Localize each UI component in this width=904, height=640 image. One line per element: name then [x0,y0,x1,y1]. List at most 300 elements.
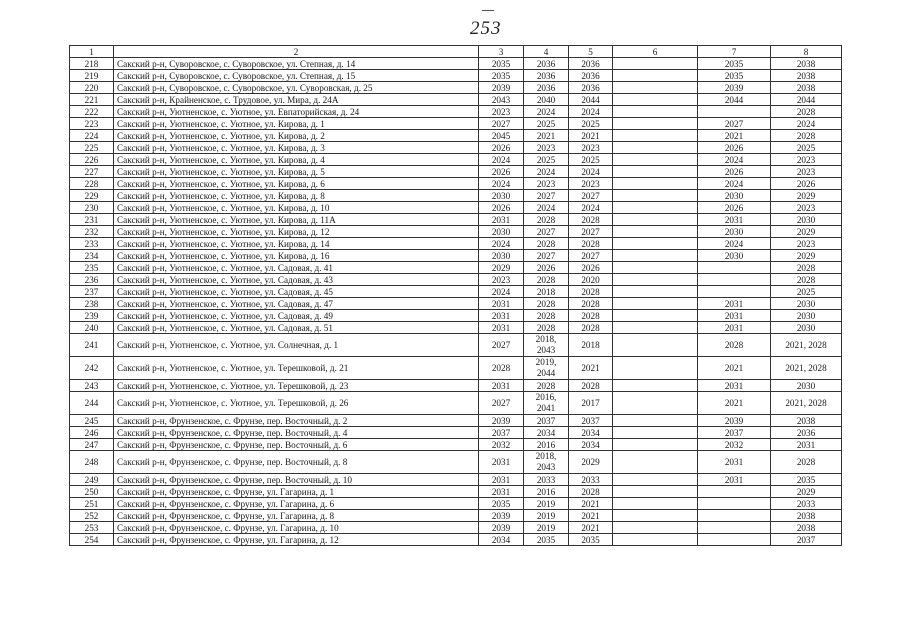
address-cell: Сакский р-н, Уютненское, с. Уютное, ул. Кирова, д. 2 [114,130,479,142]
col6-cell [613,238,698,250]
address-cell: Сакский р-н, Уютненское, с. Уютное, ул. Кирова, д. 8 [114,190,479,202]
col5-cell: 2034 [569,439,613,451]
col4-cell: 2028 [524,310,569,322]
row-number-cell: 242 [70,357,114,380]
col5-cell: 2018 [569,334,613,357]
col6-cell [613,322,698,334]
col8-cell: 2025 [771,286,842,298]
table-row [70,334,842,357]
row-number-cell: 238 [70,298,114,310]
col5-cell: 2027 [569,250,613,262]
page-number: 253 [470,18,502,39]
header-cell: 7 [698,46,771,58]
col8-cell: 2035 [771,474,842,486]
col8-cell: 2038 [771,82,842,94]
address-cell: Сакский р-н, Уютненское, с. Уютное, ул. Кирова, д. 12 [114,226,479,238]
col8-cell: 2028 [771,451,842,474]
col5-cell: 2035 [569,534,613,546]
col6-cell [613,357,698,380]
col5-cell: 2021 [569,522,613,534]
col5-cell: 2026 [569,262,613,274]
address-cell: Сакский р-н, Фрунзенское, с. Фрунзе, ул. Гагарина, д. 1 [114,486,479,498]
col7-cell: 2030 [698,226,771,238]
col8-cell: 2023 [771,154,842,166]
col8-cell: 2036 [771,427,842,439]
col4-cell: 2018, 2043 [524,334,569,357]
col3-cell: 2029 [479,262,524,274]
col7-cell: 2031 [698,451,771,474]
address-cell: Сакский р-н, Уютненское, с. Уютное, ул. Садовая, д. 45 [114,286,479,298]
col6-cell [613,166,698,178]
table-row [70,380,842,392]
col3-cell: 2031 [479,380,524,392]
col7-cell: 2031 [698,214,771,226]
col8-cell: 2023 [771,202,842,214]
col6-cell [613,474,698,486]
table-row [70,142,842,154]
col6-cell [613,298,698,310]
address-cell: Сакский р-н, Крайненское, с. Трудовое, ул. Мира, д. 24А [114,94,479,106]
col8-cell: 2030 [771,298,842,310]
col3-cell: 2035 [479,70,524,82]
col4-cell: 2027 [524,226,569,238]
col6-cell [613,70,698,82]
col6-cell [613,310,698,322]
col3-cell: 2039 [479,415,524,427]
address-cell: Сакский р-н, Фрунзенское, с. Фрунзе, ул. Гагарина, д. 8 [114,510,479,522]
col8-cell: 2030 [771,214,842,226]
col5-cell: 2034 [569,427,613,439]
header-cell: 4 [524,46,569,58]
col6-cell [613,226,698,238]
col3-cell: 2030 [479,190,524,202]
table-row [70,70,842,82]
col6-cell [613,94,698,106]
address-cell: Сакский р-н, Уютненское, с. Уютное, ул. Терешковой, д. 21 [114,357,479,380]
table-row [70,94,842,106]
row-number-cell: 246 [70,427,114,439]
col3-cell: 2032 [479,439,524,451]
address-cell: Сакский р-н, Уютненское, с. Уютное, ул. Кирова, д. 6 [114,178,479,190]
row-number-cell: 250 [70,486,114,498]
table-row [70,214,842,226]
address-cell: Сакский р-н, Уютненское, с. Уютное, ул. Садовая, д. 43 [114,274,479,286]
row-number-cell: 254 [70,534,114,546]
col5-cell: 2044 [569,94,613,106]
row-number-cell: 236 [70,274,114,286]
col6-cell [613,214,698,226]
table-row [70,439,842,451]
col6-cell [613,250,698,262]
col3-cell: 2026 [479,142,524,154]
table-row [70,82,842,94]
col4-cell: 2024 [524,106,569,118]
col5-cell: 2036 [569,82,613,94]
col7-cell: 2031 [698,298,771,310]
col5-cell: 2021 [569,498,613,510]
table-row [70,58,842,70]
row-number-cell: 251 [70,498,114,510]
col7-cell: 2039 [698,82,771,94]
col6-cell [613,190,698,202]
col3-cell: 2037 [479,427,524,439]
col7-cell: 2039 [698,415,771,427]
data-table [69,45,842,546]
col5-cell: 2025 [569,154,613,166]
col8-cell: 2033 [771,498,842,510]
table-row [70,202,842,214]
col5-cell: 2028 [569,214,613,226]
col7-cell [698,486,771,498]
col7-cell [698,534,771,546]
col4-cell: 2026 [524,262,569,274]
col6-cell [613,486,698,498]
col7-cell: 2032 [698,439,771,451]
col5-cell: 2021 [569,130,613,142]
address-cell: Сакский р-н, Уютненское, с. Уютное, ул. Солнечная, д. 1 [114,334,479,357]
col7-cell: 2021 [698,130,771,142]
col6-cell [613,439,698,451]
col4-cell: 2019 [524,510,569,522]
col3-cell: 2024 [479,154,524,166]
row-number-cell: 220 [70,82,114,94]
table-row [70,154,842,166]
col5-cell: 2028 [569,380,613,392]
col8-cell: 2031 [771,439,842,451]
address-cell: Сакский р-н, Уютненское, с. Уютное, ул. Садовая, д. 49 [114,310,479,322]
col4-cell: 2016 [524,486,569,498]
col4-cell: 2040 [524,94,569,106]
col6-cell [613,274,698,286]
address-cell: Сакский р-н, Уютненское, с. Уютное, ул. Кирова, д. 11А [114,214,479,226]
table-row [70,451,842,474]
col6-cell [613,118,698,130]
col4-cell: 2033 [524,474,569,486]
row-number-cell: 221 [70,94,114,106]
col7-cell [698,262,771,274]
col4-cell: 2036 [524,82,569,94]
col4-cell: 2028 [524,238,569,250]
col3-cell: 2024 [479,286,524,298]
address-cell: Сакский р-н, Уютненское, с. Уютное, ул. Кирова, д. 14 [114,238,479,250]
row-number-cell: 234 [70,250,114,262]
col4-cell: 2035 [524,534,569,546]
col7-cell: 2031 [698,474,771,486]
table-row [70,415,842,427]
row-number-cell: 222 [70,106,114,118]
table-row [70,286,842,298]
col7-cell: 2035 [698,70,771,82]
col7-cell: 2044 [698,94,771,106]
col3-cell: 2031 [479,486,524,498]
col6-cell [613,130,698,142]
col7-cell: 2031 [698,322,771,334]
header-cell: 1 [70,46,114,58]
address-cell: Сакский р-н, Уютненское, с. Уютное, ул. Кирова, д. 4 [114,154,479,166]
col3-cell: 2031 [479,214,524,226]
col3-cell: 2026 [479,202,524,214]
col4-cell: 2037 [524,415,569,427]
col8-cell: 2028 [771,262,842,274]
col8-cell: 2029 [771,250,842,262]
address-cell: Сакский р-н, Суворовское, с. Суворовское, ул. Суворовская, д. 25 [114,82,479,94]
row-number-cell: 225 [70,142,114,154]
col8-cell: 2025 [771,142,842,154]
col4-cell: 2027 [524,190,569,202]
col5-cell: 2028 [569,298,613,310]
col4-cell: 2024 [524,166,569,178]
col6-cell [613,415,698,427]
address-cell: Сакский р-н, Уютненское, с. Уютное, ул. Кирова, д. 10 [114,202,479,214]
col4-cell: 2028 [524,380,569,392]
row-number-cell: 235 [70,262,114,274]
col8-cell: 2038 [771,510,842,522]
col3-cell: 2031 [479,474,524,486]
col3-cell: 2034 [479,534,524,546]
col4-cell: 2028 [524,214,569,226]
col5-cell: 2027 [569,190,613,202]
col6-cell [613,334,698,357]
col5-cell: 2023 [569,142,613,154]
row-number-cell: 233 [70,238,114,250]
col4-cell: 2025 [524,154,569,166]
address-cell: Сакский р-н, Фрунзенское, с. Фрунзе, пер. Восточный, д. 4 [114,427,479,439]
col7-cell: 2031 [698,380,771,392]
col4-cell: 2019 [524,498,569,510]
col7-cell: 2030 [698,190,771,202]
col8-cell: 2029 [771,226,842,238]
header-row [70,46,842,58]
col6-cell [613,58,698,70]
col3-cell: 2045 [479,130,524,142]
table-row [70,250,842,262]
address-cell: Сакский р-н, Уютненское, с. Уютное, ул. Терешковой, д. 23 [114,380,479,392]
col5-cell: 2017 [569,392,613,415]
col8-cell: 2038 [771,58,842,70]
col7-cell [698,286,771,298]
col4-cell: 2036 [524,58,569,70]
col6-cell [613,82,698,94]
header-cell: 6 [613,46,698,58]
col5-cell: 2028 [569,310,613,322]
address-cell: Сакский р-н, Уютненское, с. Уютное, ул. Кирова, д. 16 [114,250,479,262]
col3-cell: 2030 [479,226,524,238]
row-number-cell: 231 [70,214,114,226]
col4-cell: 2024 [524,202,569,214]
row-number-cell: 248 [70,451,114,474]
col6-cell [613,106,698,118]
col3-cell: 2031 [479,298,524,310]
col5-cell: 2028 [569,486,613,498]
col5-cell: 2028 [569,286,613,298]
col8-cell: 2023 [771,166,842,178]
row-number-cell: 227 [70,166,114,178]
table-row [70,262,842,274]
col5-cell: 2028 [569,322,613,334]
col3-cell: 2039 [479,510,524,522]
col4-cell: 2023 [524,142,569,154]
col6-cell [613,286,698,298]
address-cell: Сакский р-н, Фрунзенское, с. Фрунзе, пер. Восточный, д. 2 [114,415,479,427]
row-number-cell: 228 [70,178,114,190]
col5-cell: 2023 [569,178,613,190]
col7-cell [698,522,771,534]
col3-cell: 2023 [479,106,524,118]
address-cell: Сакский р-н, Фрунзенское, с. Фрунзе, пер. Восточный, д. 6 [114,439,479,451]
row-number-cell: 243 [70,380,114,392]
col7-cell [698,106,771,118]
row-number-cell: 224 [70,130,114,142]
address-cell: Сакский р-н, Уютненское, с. Уютное, ул. Садовая, д. 41 [114,262,479,274]
col8-cell: 2028 [771,274,842,286]
col7-cell: 2026 [698,202,771,214]
address-cell: Сакский р-н, Суворовское, с. Суворовское, ул. Степная, д. 14 [114,58,479,70]
col6-cell [613,202,698,214]
col8-cell: 2029 [771,190,842,202]
col5-cell: 2036 [569,70,613,82]
col3-cell: 2035 [479,498,524,510]
col4-cell: 2018, 2043 [524,451,569,474]
col5-cell: 2024 [569,106,613,118]
col6-cell [613,451,698,474]
col4-cell: 2028 [524,298,569,310]
row-number-cell: 219 [70,70,114,82]
col6-cell [613,178,698,190]
table-row [70,486,842,498]
row-number-cell: 249 [70,474,114,486]
col7-cell [698,510,771,522]
col4-cell: 2023 [524,178,569,190]
col5-cell: 2033 [569,474,613,486]
col4-cell: 2018 [524,286,569,298]
col3-cell: 2024 [479,178,524,190]
table-row [70,310,842,322]
header-cell: 2 [114,46,479,58]
address-cell: Сакский р-н, Фрунзенское, с. Фрунзе, пер. Восточный, д. 10 [114,474,479,486]
table-row [70,274,842,286]
col3-cell: 2026 [479,166,524,178]
address-cell: Сакский р-н, Фрунзенское, с. Фрунзе, пер. Восточный, д. 8 [114,451,479,474]
col8-cell: 2028 [771,130,842,142]
address-cell: Сакский р-н, Уютненское, с. Уютное, ул. Кирова, д. 1 [114,118,479,130]
col5-cell: 2025 [569,118,613,130]
row-number-cell: 239 [70,310,114,322]
col8-cell: 2026 [771,178,842,190]
col7-cell: 2026 [698,142,771,154]
col8-cell: 2038 [771,415,842,427]
col6-cell [613,154,698,166]
col3-cell: 2035 [479,58,524,70]
col8-cell: 2037 [771,534,842,546]
col7-cell [698,498,771,510]
col8-cell: 2030 [771,322,842,334]
table-body [70,58,842,546]
col8-cell: 2028 [771,106,842,118]
col6-cell [613,522,698,534]
row-number-cell: 241 [70,334,114,357]
col3-cell: 2039 [479,82,524,94]
col3-cell: 2027 [479,392,524,415]
col7-cell: 2037 [698,427,771,439]
col5-cell: 2036 [569,58,613,70]
table-row [70,534,842,546]
col7-cell: 2026 [698,166,771,178]
col7-cell: 2024 [698,178,771,190]
col8-cell: 2021, 2028 [771,334,842,357]
col4-cell: 2025 [524,118,569,130]
address-cell: Сакский р-н, Фрунзенское, с. Фрунзе, ул. Гагарина, д. 12 [114,534,479,546]
row-number-cell: 230 [70,202,114,214]
header-cell: 3 [479,46,524,58]
row-number-cell: 237 [70,286,114,298]
row-number-cell: 218 [70,58,114,70]
col7-cell: 2035 [698,58,771,70]
col6-cell [613,534,698,546]
col7-cell: 2021 [698,392,771,415]
table-row [70,118,842,130]
table-row [70,106,842,118]
col4-cell: 2027 [524,250,569,262]
table-row [70,510,842,522]
table-row [70,190,842,202]
col5-cell: 2027 [569,226,613,238]
col5-cell: 2029 [569,451,613,474]
col3-cell: 2031 [479,451,524,474]
row-number-cell: 226 [70,154,114,166]
table-row [70,522,842,534]
table-row [70,427,842,439]
table-row [70,238,842,250]
col4-cell: 2021 [524,130,569,142]
col8-cell: 2030 [771,380,842,392]
col6-cell [613,380,698,392]
col6-cell [613,427,698,439]
table-row [70,474,842,486]
col3-cell: 2031 [479,310,524,322]
col3-cell: 2031 [479,322,524,334]
col4-cell: 2028 [524,274,569,286]
col6-cell [613,262,698,274]
row-number-cell: 244 [70,392,114,415]
col7-cell: 2021 [698,357,771,380]
col5-cell: 2021 [569,357,613,380]
row-number-cell: 245 [70,415,114,427]
col4-cell: 2034 [524,427,569,439]
col7-cell: 2028 [698,334,771,357]
col3-cell: 2024 [479,238,524,250]
col7-cell: 2031 [698,310,771,322]
col5-cell: 2024 [569,202,613,214]
col6-cell [613,142,698,154]
col5-cell: 2021 [569,510,613,522]
col6-cell [613,498,698,510]
row-number-cell: 253 [70,522,114,534]
col3-cell: 2030 [479,250,524,262]
col7-cell: 2024 [698,238,771,250]
col5-cell: 2028 [569,238,613,250]
table-row [70,357,842,380]
col5-cell: 2024 [569,166,613,178]
row-number-cell: 252 [70,510,114,522]
col4-cell: 2016 [524,439,569,451]
col8-cell: 2029 [771,486,842,498]
col8-cell: 2044 [771,94,842,106]
row-number-cell: 229 [70,190,114,202]
address-cell: Сакский р-н, Суворовское, с. Суворовское, ул. Степная, д. 15 [114,70,479,82]
header-cell: 8 [771,46,842,58]
col7-cell: 2024 [698,154,771,166]
col4-cell: 2016, 2041 [524,392,569,415]
